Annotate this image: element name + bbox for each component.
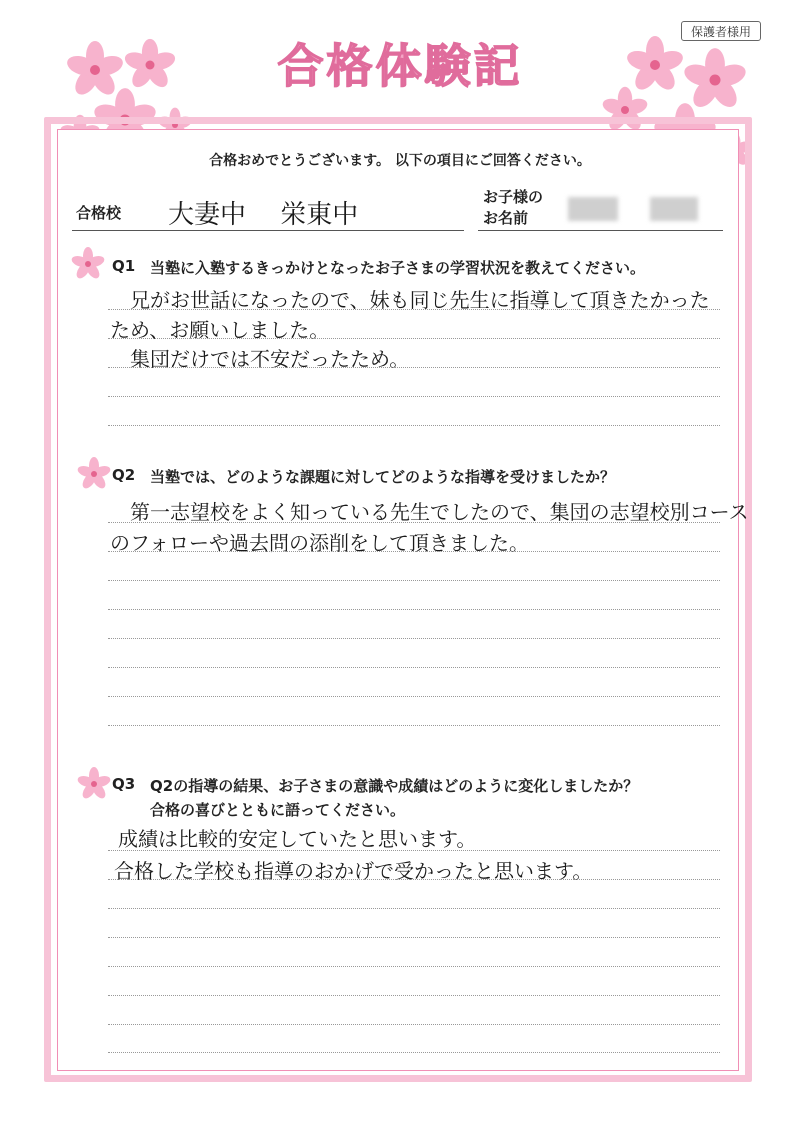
q1-answer-line1: 兄がお世話になったので、妹も同じ先生に指導して頂きたかった: [130, 288, 710, 312]
q3-question-line2: 合格の喜びとともに語ってください。: [150, 801, 406, 819]
q1-number: Q1: [112, 257, 136, 275]
q1-question: 当塾に入塾するきっかけとなったお子さまの学習状況を教えてください。: [150, 259, 646, 277]
q1-rule: [108, 425, 720, 426]
q1-rule: [108, 309, 720, 310]
child-name-label-line1: お子様の: [483, 188, 544, 206]
q3-answer-line2: 合格した学校も指導のおかげで受かったと思います。: [114, 859, 593, 883]
q3-rule: [108, 966, 720, 967]
q2-rule: [108, 522, 720, 523]
q3-number: Q3: [112, 775, 136, 793]
q3-rule: [108, 1024, 720, 1025]
q2-rule: [108, 638, 720, 639]
q3-question-line1: Q2の指導の結果、お子さまの意識や成績はどのように変化しましたか？: [150, 777, 639, 795]
q3-rule: [108, 937, 720, 938]
q2-rule: [108, 725, 720, 726]
sakura-bullet-icon: [76, 766, 112, 802]
q2-number: Q2: [112, 466, 136, 484]
q3-rule: [108, 1052, 720, 1053]
school-label: 合格校: [76, 204, 122, 222]
q2-answer-line1: 第一志望校をよく知っている先生でしたので、集団の志望校別コース: [130, 500, 749, 524]
child-name-redacted-2: [650, 197, 698, 221]
q1-rule: [108, 338, 720, 339]
child-name-redacted: [568, 197, 618, 221]
child-name-label-line2: お名前: [483, 209, 529, 227]
q1-rule: [108, 396, 720, 397]
school-underline: [72, 230, 464, 231]
q2-rule: [108, 580, 720, 581]
greeting-text: 合格おめでとうございます。 以下の項目にご回答ください。: [209, 153, 591, 169]
q2-answer-line2: のフォローや過去問の添削をして頂きました。: [110, 531, 529, 555]
q2-question: 当塾では、どのような課題に対してどのような指導を受けましたか？: [150, 468, 616, 486]
school-answer: 大妻中 栄東中: [168, 200, 359, 230]
sakura-bullet-icon: [70, 246, 106, 282]
q3-rule: [108, 850, 720, 851]
q3-rule: [108, 995, 720, 996]
q3-rule: [108, 879, 720, 880]
q2-rule: [108, 551, 720, 552]
audience-tag: 保護者様用: [681, 21, 761, 41]
q1-answer-line2: ため、お願いしました。: [110, 318, 330, 342]
q2-rule: [108, 667, 720, 668]
q3-rule: [108, 908, 720, 909]
child-name-underline: [478, 230, 723, 231]
page-title: 合格体験記: [277, 39, 523, 93]
q1-rule: [108, 367, 720, 368]
q2-rule: [108, 696, 720, 697]
q3-answer-line1: 成績は比較的安定していたと思います。: [118, 827, 477, 851]
q1-answer-line3: 集団だけでは不安だったため。: [130, 347, 410, 371]
q2-rule: [108, 609, 720, 610]
sakura-bullet-icon: [76, 456, 112, 492]
